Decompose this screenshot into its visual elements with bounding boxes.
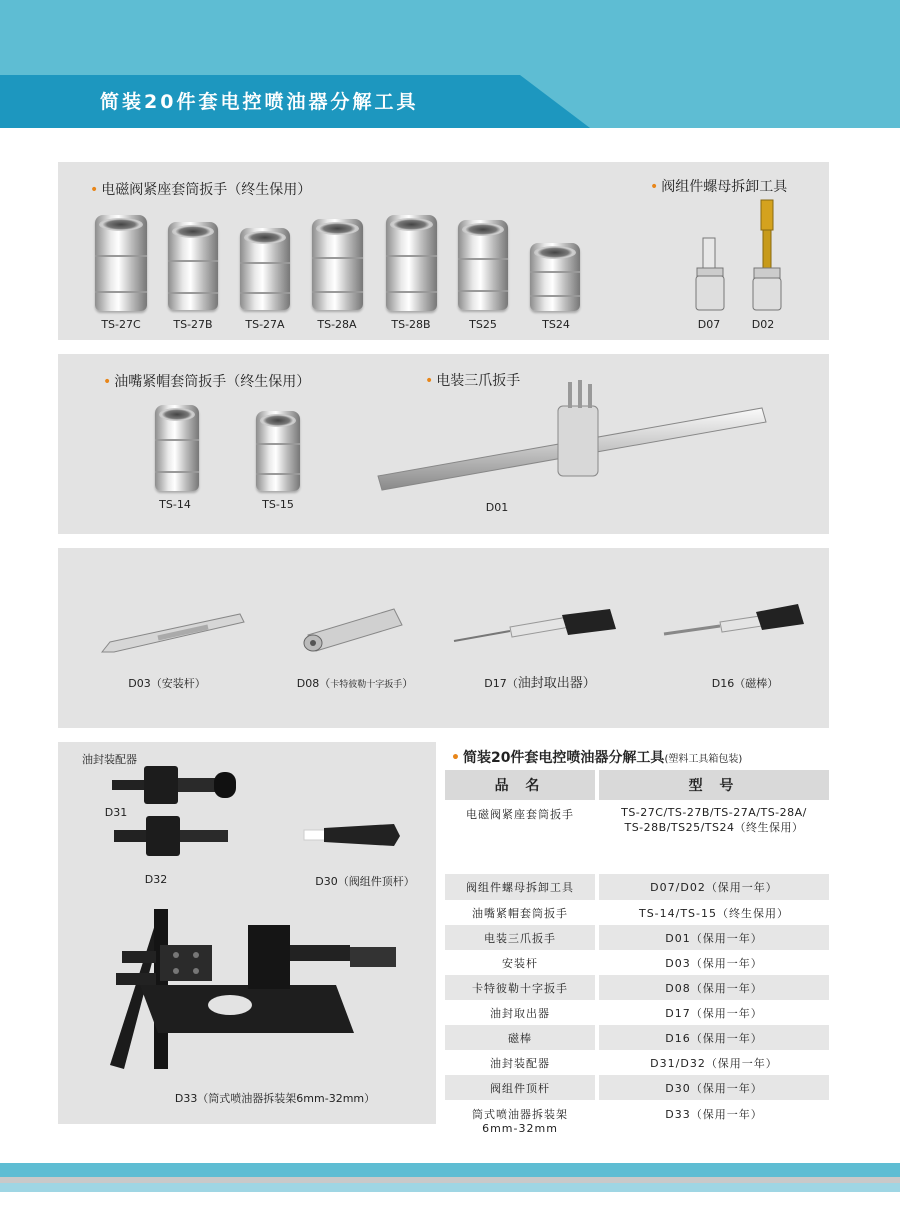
page-title: 简装20件套电控喷油器分解工具 bbox=[100, 91, 419, 113]
socket-image bbox=[155, 405, 199, 491]
footer-band bbox=[0, 1163, 900, 1177]
item-label-d03: D03（安装杆） bbox=[128, 677, 206, 690]
item-label-d16: D16（磁棒） bbox=[711, 677, 779, 690]
socket-image bbox=[458, 220, 508, 310]
seal-installer-d31-image bbox=[110, 760, 240, 810]
magnet-rod-d16-image bbox=[660, 600, 806, 642]
install-rod-d03-image bbox=[98, 608, 246, 658]
nut-tool-d02-image bbox=[749, 196, 785, 316]
cell-name: 油封装配器 bbox=[490, 1056, 550, 1070]
table-header-row bbox=[445, 770, 829, 800]
item-label: TS24 bbox=[542, 318, 570, 331]
item-label: D33（筒式喷油器拆装架6mm-32mm） bbox=[174, 1092, 376, 1105]
cell-name: 油封取出器 bbox=[490, 1006, 550, 1020]
socket-image bbox=[530, 243, 580, 311]
cell-model: D07/D02（保用一年） bbox=[599, 874, 829, 900]
section-title-valve-nut-tool: • 阀组件螺母拆卸工具 bbox=[650, 179, 788, 195]
item-label: D31 bbox=[104, 806, 128, 819]
cell-name: 磁棒 bbox=[445, 1025, 595, 1050]
cell-name: 安装杆 bbox=[502, 956, 538, 970]
table-row bbox=[445, 1100, 829, 1140]
footer-band bbox=[0, 1183, 900, 1192]
table-row bbox=[445, 1000, 829, 1025]
item-label: D30（阀组件顶杆） bbox=[315, 875, 415, 888]
socket-image bbox=[312, 219, 363, 310]
item-label-d08: D08（卡特彼勒十字扳手） bbox=[296, 677, 414, 690]
item-label: D01 bbox=[485, 501, 509, 514]
seal-installer-d32-image bbox=[112, 812, 232, 862]
cell-model: D08（保用一年） bbox=[599, 975, 829, 1000]
cell-model: D17（保用一年） bbox=[665, 1006, 763, 1020]
socket-image bbox=[386, 215, 437, 311]
table-row bbox=[445, 925, 829, 950]
section-title-solenoid-socket: • 电磁阀紧座套筒扳手（终生保用） bbox=[90, 182, 312, 198]
valve-push-rod-d30-image bbox=[302, 820, 402, 850]
item-label: TS-14 bbox=[159, 498, 191, 511]
item-label: TS-15 bbox=[262, 498, 294, 511]
table-row bbox=[445, 874, 829, 900]
nut-tool-d07-image bbox=[692, 230, 728, 315]
cell-model: TS-14/TS-15（终生保用） bbox=[638, 906, 790, 920]
col-header-name: 品 名 bbox=[445, 770, 595, 800]
cell-name: 卡特彼勒十字扳手 bbox=[445, 975, 595, 1000]
cell-name: 筒式喷油器拆装架 6mm-32mm bbox=[472, 1108, 568, 1135]
item-label: D32 bbox=[144, 873, 168, 886]
item-label: TS-27A bbox=[245, 318, 285, 331]
item-label: TS-28A bbox=[317, 318, 357, 331]
spec-table bbox=[445, 770, 829, 1140]
cell-model: D30（保用一年） bbox=[599, 1075, 829, 1100]
section-title-nozzle-socket: • 油嘴紧帽套筒扳手（终生保用） bbox=[103, 374, 311, 390]
section-title-three-jaw-wrench: • 电装三爪扳手 bbox=[425, 373, 521, 389]
socket-image bbox=[256, 411, 300, 491]
col-header-model: 型 号 bbox=[599, 770, 829, 800]
cell-model: D31/D32（保用一年） bbox=[650, 1056, 778, 1070]
table-row bbox=[445, 800, 829, 874]
cell-model: TS-27C/TS-27B/TS-27A/TS-28A/ TS-28B/TS25/TS24（终生保用） bbox=[621, 806, 807, 834]
item-label: D02 bbox=[751, 318, 775, 331]
three-jaw-wrench-image bbox=[370, 378, 770, 496]
table-row bbox=[445, 975, 829, 1000]
table-row bbox=[445, 1075, 829, 1100]
cross-wrench-d08-image bbox=[298, 605, 408, 653]
table-row bbox=[445, 950, 829, 975]
cell-name: 阀组件螺母拆卸工具 bbox=[445, 874, 595, 900]
cell-model: D33（保用一年） bbox=[665, 1108, 763, 1121]
socket-image bbox=[95, 215, 147, 311]
cell-model: D01（保用一年） bbox=[599, 925, 829, 950]
item-label: TS-27C bbox=[101, 318, 141, 331]
socket-image bbox=[240, 228, 290, 310]
injector-stand-d33-image bbox=[100, 905, 400, 1075]
item-label: D07 bbox=[697, 318, 721, 331]
cell-model: D03（保用一年） bbox=[665, 956, 763, 970]
item-label: TS-27B bbox=[173, 318, 213, 331]
table-row bbox=[445, 1050, 829, 1075]
cell-name: 电装三爪扳手 bbox=[445, 925, 595, 950]
socket-image bbox=[168, 222, 218, 310]
cell-name: 油嘴紧帽套筒扳手 bbox=[472, 906, 568, 920]
table-row bbox=[445, 900, 829, 925]
section-title-seal-installer: 油封装配器 bbox=[82, 753, 137, 766]
item-label: TS-28B bbox=[391, 318, 431, 331]
table-title: • 简装20件套电控喷油器分解工具(塑料工具箱包装) bbox=[451, 750, 743, 766]
seal-extractor-d17-image bbox=[450, 607, 620, 647]
cell-model: D16（保用一年） bbox=[599, 1025, 829, 1050]
item-label: TS25 bbox=[469, 318, 497, 331]
cell-name: 电磁阀紧座套筒扳手 bbox=[466, 808, 574, 821]
item-label-d17: D17（油封取出器） bbox=[484, 676, 596, 691]
cell-name: 阀组件顶杆 bbox=[445, 1075, 595, 1100]
table-row bbox=[445, 1025, 829, 1050]
